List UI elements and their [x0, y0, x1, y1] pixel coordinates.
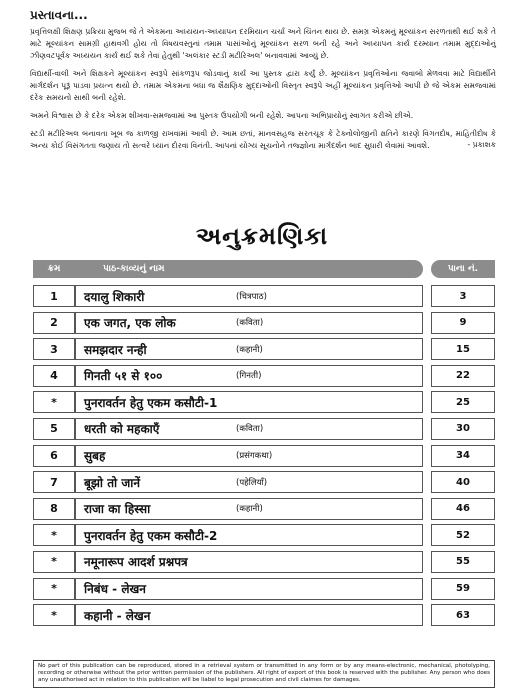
lesson-title: सुबह: [84, 449, 106, 464]
lesson-type: (कविता): [236, 424, 264, 435]
row-page-number: 25: [431, 391, 495, 413]
table-of-contents: [33, 260, 495, 629]
header-page: પાના નં.: [431, 260, 495, 278]
row-page-number: 59: [431, 578, 495, 600]
preface-paragraph-4: સ્ટડી મટીરિઅલ બનાવતા ખૂબ જ કાળજી રાખવામાં આવી છે. આમ છતાં, માનવસહજ સરતચૂક કે ટેક્નોલોજીની ક્ષતિને કારણે વિગતદોષ, માહિતીદોષ કે અન્ય કોઈ વિસંગતતા જણાય તો સત્વરે ધ્યાન દોરવા વિનંતી. આપનાં યોગ્ય સૂચનોને તજ્જ્ઞોના માર્ગદર્શન બાદ સુધારી લેવામાં આવશે.: [30, 129, 496, 150]
row-page-number: 22: [431, 365, 495, 387]
row-page-number: 63: [431, 604, 495, 626]
toc-row: [33, 496, 495, 523]
row-title-cell: [75, 338, 423, 360]
row-number: *: [33, 524, 75, 546]
row-page-number: 46: [431, 498, 495, 520]
header-title: પાઠ-કાવ્યનું નામ: [75, 260, 423, 278]
toc-row: [33, 469, 495, 496]
row-title-cell: [75, 418, 423, 440]
preface-paragraph-1: પ્રવૃત્તિલક્ષી શિક્ષણ પ્રક્રિયા મુજબ જે તે એકમના અધ્યયન-અધ્યાપન દરમિયાન ચર્ચા અને ચિંતન થાય છે. સમગ્ર એકમનું મૂલ્યાંકન સરળતાથી થઈ શકે તે માટે મૂલ્યાંકન સામગ્રી હાથવગી હોય તો વિષયવસ્તુનાં તમામ પાસાંઓનું મૂલ્યાંકન સરળ બની રહે અને અધ્યાપન કાર્ય દરમ્યાન તમામ મુદ્દાઓનું ઝીણવટપૂર્વક અધ્યયન કાર્ય થઈ શકે તેવા હેતુથી 'અલંકાર સ્ટડી મટીરિઅલ' બનાવવામાં આવ્યું છે.: [30, 27, 496, 60]
preface-title: પ્રસ્તાવના...: [30, 8, 88, 22]
row-number: 3: [33, 338, 75, 360]
lesson-title: राजा का हिस्सा: [84, 502, 151, 517]
row-page-number: 40: [431, 471, 495, 493]
preface-paragraph-2: વિદ્યાર્થી-વાલી અને શિક્ષકને મૂલ્યાંકન સ્વરૂપે સાંકળરૂપ જોડવાનું કાર્ય આ પુસ્તક દ્વારા કર્યું છે. મૂલ્યાંકન પ્રવૃત્તિઓના જવાબો મેળવવા માટે વિદ્યાર્થીને માર્ગદર્શન પૂરૂં પાડવા પ્રયત્ન થયો છે. તમામ એકમના બધા જ શૈક્ષણિક મુદ્દાઓની વિસ્તૃત સ્વરૂપે અહીં મૂલ્યાંકન પ્રવૃત્તિઓ આપી છે જે એકમ સમજવામાં દરેક સમયનો સાથી બની રહેશે.: [30, 69, 496, 102]
toc-row: [33, 310, 495, 337]
lesson-type: (पहेलियाँ): [236, 477, 268, 488]
row-number: 6: [33, 445, 75, 467]
lesson-title: निबंध - लेखन: [84, 582, 146, 597]
toc-row: [33, 443, 495, 470]
toc-heading: અનુક્રમણિકા: [195, 222, 329, 250]
toc-row: [33, 576, 495, 603]
lesson-title: गिनती ५१ से १००: [84, 369, 163, 384]
lesson-type: (कविता): [236, 318, 264, 329]
toc-row: [33, 336, 495, 363]
toc-row: [33, 602, 495, 629]
lesson-title: दयालु शिकारी: [84, 289, 145, 304]
row-page-number: 34: [431, 445, 495, 467]
row-number: *: [33, 391, 75, 413]
lesson-title: पुनरावर्तन हेतु एकम कसौटी-2: [84, 528, 218, 543]
row-number: *: [33, 604, 75, 626]
lesson-type: (प्रसंगकथा): [236, 451, 273, 462]
row-number: 4: [33, 365, 75, 387]
toc-header-row: [33, 260, 495, 278]
row-title-cell: [75, 285, 423, 307]
row-title-cell: [75, 578, 423, 600]
row-page-number: 3: [431, 285, 495, 307]
row-title-cell: [75, 391, 423, 413]
lesson-title: समझदार नन्ही: [84, 342, 147, 357]
lesson-title: कहानी - लेखन: [84, 608, 151, 623]
row-title-cell: [75, 471, 423, 493]
row-title-cell: [75, 498, 423, 520]
row-page-number: 15: [431, 338, 495, 360]
toc-row: [33, 416, 495, 443]
row-title-cell: [75, 551, 423, 573]
row-title-cell: [75, 312, 423, 334]
header-number: ક્રમ: [33, 260, 75, 278]
lesson-title: एक जगत, एक लोक: [84, 316, 176, 331]
lesson-type: (कहानी): [236, 504, 263, 515]
row-number: *: [33, 578, 75, 600]
row-title-cell: [75, 445, 423, 467]
toc-row: [33, 363, 495, 390]
row-number: 8: [33, 498, 75, 520]
row-number: 7: [33, 471, 75, 493]
lesson-title: नमूनारूप आदर्श प्रश्नपत्र: [84, 555, 188, 570]
row-page-number: 9: [431, 312, 495, 334]
lesson-type: (चित्रपाठ): [236, 291, 267, 302]
row-number: 5: [33, 418, 75, 440]
publisher-signature: - પ્રકાશક: [467, 140, 496, 149]
preface-paragraph-3: અમને વિશ્વાસ છે કે દરેક એકમ શીખવા-સમજવામાં આ પુસ્તક ઉપયોગી બની રહેશે. આપના અભિપ્રાયોનું સ્વાગત કરીએ છીએ.: [30, 111, 414, 120]
toc-row: [33, 283, 495, 310]
row-page-number: 52: [431, 524, 495, 546]
lesson-type: (गिनती): [236, 371, 262, 382]
toc-rows: [33, 283, 495, 629]
row-number: *: [33, 551, 75, 573]
row-page-number: 55: [431, 551, 495, 573]
lesson-title: पुनरावर्तन हेतु एकम कसौटी-1: [84, 395, 218, 410]
lesson-type: (कहानी): [236, 344, 263, 355]
toc-row: [33, 522, 495, 549]
row-title-cell: [75, 365, 423, 387]
row-number: 2: [33, 312, 75, 334]
row-page-number: 30: [431, 418, 495, 440]
copyright-notice: No part of this publication can be reproduced, stored in a retrieval system or transmitted in any form or by any means-electronic, mechanical, photolyping, recording or otherwise without the prior written permission of the publishers. All right of export of this book is reserved with the publisher. Any person who does any unauthorised act in relation to this publication will be liabel to legal prosecution and civil claimes for damages.: [33, 660, 495, 688]
lesson-title: धरती को महकाएँ: [84, 422, 160, 437]
row-number: 1: [33, 285, 75, 307]
preface-section: [30, 8, 496, 150]
row-title-cell: [75, 524, 423, 546]
toc-row: [33, 549, 495, 576]
row-title-cell: [75, 604, 423, 626]
toc-row: [33, 389, 495, 416]
lesson-title: बूझो तो जानें: [84, 475, 141, 490]
